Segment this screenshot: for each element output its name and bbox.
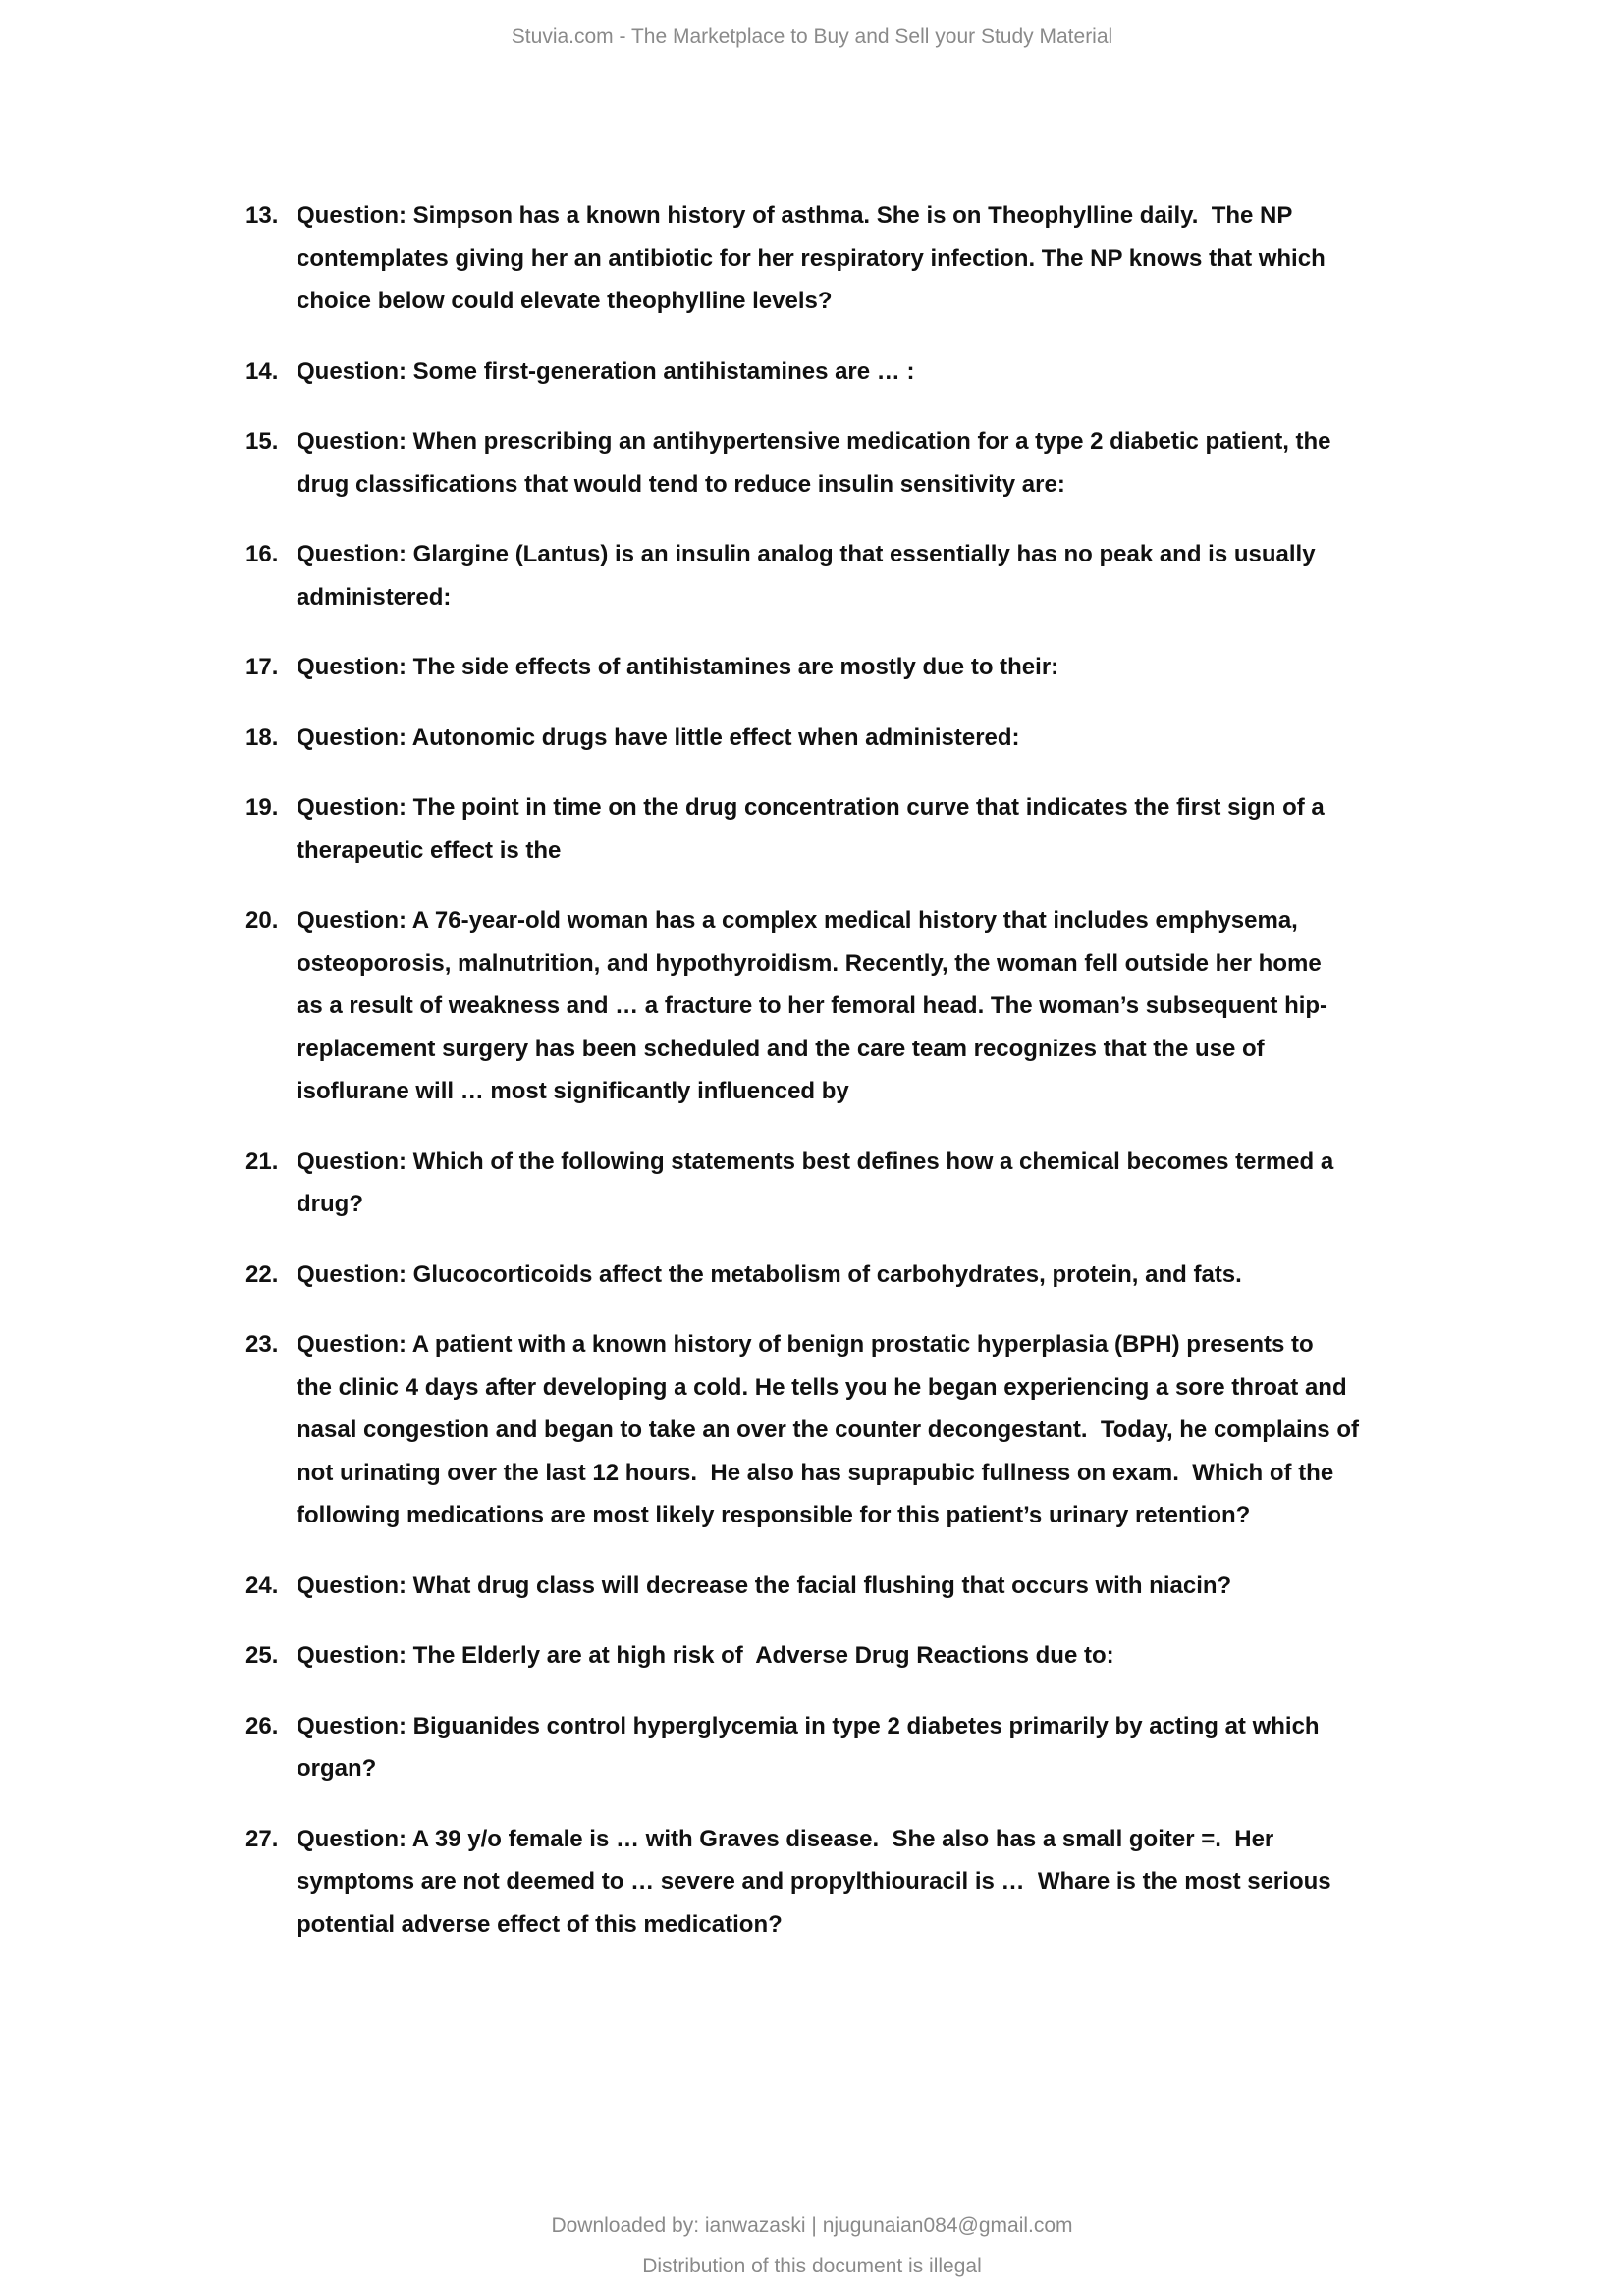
question-item <box>0 786 1624 872</box>
question-item <box>0 1705 1624 1790</box>
question-line: replacement surgery has been scheduled and the care team recognizes that the use of <box>297 1035 1265 1062</box>
question-text <box>297 786 1624 872</box>
question-text <box>297 899 1624 1113</box>
question-item <box>0 899 1624 1113</box>
question-line: organ? <box>297 1755 377 1782</box>
question-text <box>297 1141 1624 1226</box>
question-line: Question: Some first-generation antihistamines are … : <box>297 357 915 385</box>
question-item <box>0 194 1624 323</box>
question-number: 25. <box>245 1642 279 1669</box>
question-item <box>0 1323 1624 1537</box>
question-text <box>297 194 1624 323</box>
question-number: 20. <box>245 907 279 934</box>
question-list <box>0 194 1624 1973</box>
question-text <box>297 1323 1624 1537</box>
question-line: potential adverse effect of this medication? <box>297 1910 783 1938</box>
question-line: Question: Biguanides control hyperglycemia in type 2 diabetes primarily by acting at which <box>297 1712 1320 1739</box>
question-line: Question: A 76-year-old woman has a complex medical history that includes emphysema, <box>297 907 1298 934</box>
question-number: 16. <box>245 541 279 567</box>
question-item <box>0 420 1624 506</box>
question-item <box>0 717 1624 760</box>
question-number: 19. <box>245 794 279 821</box>
question-text <box>297 646 1624 689</box>
question-text <box>297 1634 1624 1678</box>
question-item <box>0 533 1624 618</box>
question-item <box>0 1634 1624 1678</box>
question-item <box>0 1141 1624 1226</box>
question-text <box>297 420 1624 506</box>
question-line: therapeutic effect is the <box>297 836 562 864</box>
question-line: osteoporosis, malnutrition, and hypothyroidism. Recently, the woman fell outside her home <box>297 949 1322 977</box>
question-line: Question: When prescribing an antihypertensive medication for a type 2 diabetic patient, the <box>297 428 1331 454</box>
footer-downloaded-by: Downloaded by: ianwazaski | njugunaian084@gmail.com <box>551 2215 1073 2237</box>
question-text <box>297 1818 1624 1947</box>
question-item <box>0 646 1624 689</box>
question-item <box>0 1565 1624 1608</box>
question-line: Question: Glucocorticoids affect the metabolism of carbohydrates, protein, and fats. <box>297 1260 1242 1288</box>
question-line: as a result of weakness and … a fracture to her femoral head. The woman’s subsequent hip- <box>297 992 1328 1019</box>
question-text <box>297 350 1624 394</box>
question-number: 22. <box>245 1260 279 1288</box>
question-line: Question: A patient with a known history of benign prostatic hyperplasia (BPH) presents to <box>297 1331 1314 1358</box>
question-item <box>0 350 1624 394</box>
question-line: isoflurane will … most significantly influenced by <box>297 1078 849 1104</box>
question-line: not urinating over the last 12 hours. He also has suprapubic fullness on exam. Which of the <box>297 1459 1334 1486</box>
question-number: 24. <box>245 1572 279 1599</box>
question-number: 18. <box>245 723 279 751</box>
question-line: Question: Which of the following statements best defines how a chemical becomes termed a <box>297 1148 1334 1175</box>
question-line: Question: Simpson has a known history of asthma. She is on Theophylline daily. The NP <box>297 202 1293 229</box>
question-line: drug? <box>297 1191 363 1217</box>
page-header: Stuvia.com - The Marketplace to Buy and Sell your Study Material <box>511 26 1113 48</box>
question-line: following medications are most likely responsible for this patient’s urinary retention? <box>297 1502 1251 1528</box>
question-number: 23. <box>245 1331 279 1358</box>
question-line: the clinic 4 days after developing a cold. He tells you he began experiencing a sore throat and <box>297 1373 1347 1401</box>
question-line: Question: The point in time on the drug concentration curve that indicates the first sign of a <box>297 794 1325 821</box>
question-line: choice below could elevate theophylline levels? <box>297 288 833 314</box>
question-line: Question: A 39 y/o female is … with Graves disease. She also has a small goiter =. Her <box>297 1825 1274 1852</box>
question-line: drug classifications that would tend to reduce insulin sensitivity are: <box>297 470 1065 498</box>
question-number: 13. <box>245 202 279 229</box>
question-text <box>297 1705 1624 1790</box>
question-number: 27. <box>245 1825 279 1852</box>
question-number: 14. <box>245 357 279 385</box>
question-item <box>0 1254 1624 1297</box>
question-number: 21. <box>245 1148 279 1175</box>
question-line: administered: <box>297 583 452 611</box>
footer-distribution-notice: Distribution of this document is illegal <box>642 2255 982 2277</box>
question-line: contemplates giving her an antibiotic for her respiratory infection. The NP knows that which <box>297 244 1326 272</box>
question-number: 26. <box>245 1712 279 1739</box>
question-item <box>0 1818 1624 1947</box>
question-number: 15. <box>245 428 279 454</box>
question-text <box>297 533 1624 618</box>
question-line: Question: The side effects of antihistamines are mostly due to their: <box>297 654 1059 680</box>
question-line: Question: The Elderly are at high risk of Adverse Drug Reactions due to: <box>297 1642 1114 1669</box>
question-line: nasal congestion and began to take an over the counter decongestant. Today, he complains of <box>297 1416 1359 1443</box>
question-number: 17. <box>245 654 279 680</box>
question-line: Question: What drug class will decrease the facial flushing that occurs with niacin? <box>297 1572 1232 1599</box>
question-text <box>297 1565 1624 1608</box>
question-line: Question: Glargine (Lantus) is an insulin analog that essentially has no peak and is usually <box>297 541 1316 567</box>
question-line: symptoms are not deemed to … severe and propylthiouracil is … Whare is the most serious <box>297 1868 1331 1895</box>
question-text <box>297 1254 1624 1297</box>
question-text <box>297 717 1624 760</box>
question-line: Question: Autonomic drugs have little effect when administered: <box>297 723 1020 751</box>
